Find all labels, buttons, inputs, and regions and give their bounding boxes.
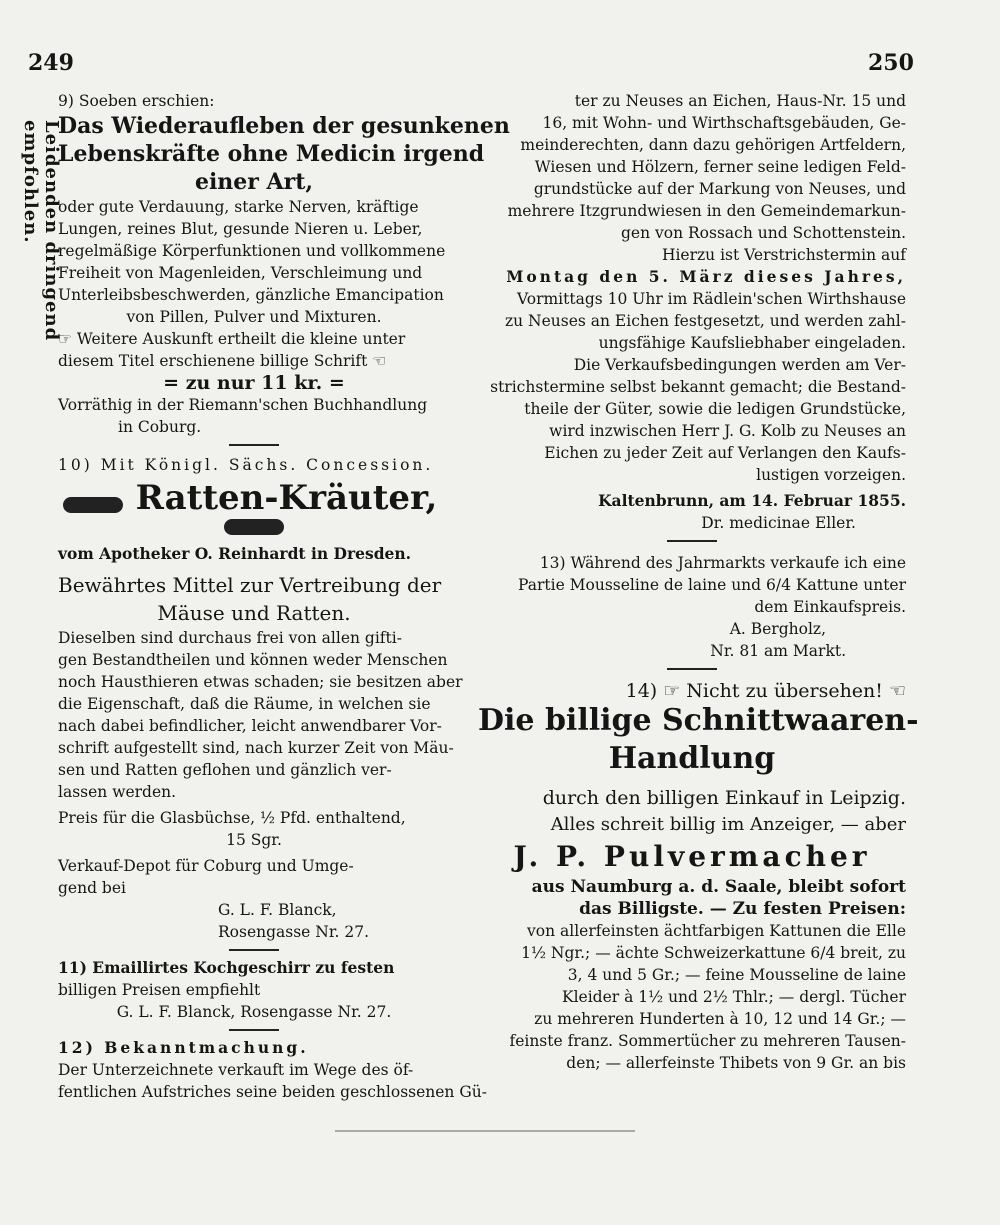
text-line: Partie Mousseline de laine und 6/4 Kattune unter [518,576,906,594]
ad-number: 10) Mit Königl. Sächs. Concession. [58,456,434,474]
ad-12-continued [478,90,906,542]
ad-subtitle: das Billigste. — Zu festen Preisen: [579,899,906,919]
bottom-rule [335,1130,635,1132]
text-line: Montag den 5. März dieses Jahres, [506,267,906,286]
page-number-right: 250 [868,50,914,76]
ad-title: Ratten-Kräuter, [135,478,438,518]
ad-heading: Mäuse und Ratten. [157,601,351,625]
separator [229,949,279,951]
separator [229,444,279,446]
text-line: sen und Ratten geflohen und gänzlich ver- [58,761,392,779]
ad-subtitle: Alles schreit billig im Anzeiger, — aber [550,814,906,835]
text-line: Die Verkaufsbedingungen werden am Ver- [573,356,906,374]
ad-title: Lebenskräfte ohne Medicin irgend [58,141,485,167]
text-line: nach dabei befindlicher, leicht anwendbarer Vor- [58,717,442,735]
left-column [58,90,510,1103]
text-line: Wiesen und Hölzern, ferner seine ledigen Feld- [534,158,906,176]
text-line: in Coburg. [118,418,202,436]
text-line: mehrere Itzgrundwiesen in den Gemeindemarkun- [507,202,906,220]
ad-11 [58,957,450,1031]
text-line: Dieselben sind durchaus frei von allen gifti- [58,629,402,647]
text-line: 13) Während des Jahrmarkts verkaufe ich eine [539,554,906,572]
ad-12 [58,1037,487,1103]
signature: A. Bergholz, [729,620,826,638]
text-line: feinste franz. Sommertücher zu mehreren Tausen- [509,1032,906,1050]
text-line: dem Einkaufspreis. [754,598,906,616]
text-line: zu mehreren Hunderten à 10, 12 und 14 Gr.; — [534,1010,906,1028]
place-date: Kaltenbrunn, am 14. Februar 1855. [598,491,906,510]
text-line: ter zu Neuses an Eichen, Haus-Nr. 15 und [574,92,906,110]
text-line: Der Unterzeichnete verkauft im Wege des öf- [58,1061,414,1079]
text-line: den; — allerfeinste Thibets von 9 Gr. an bis [566,1054,906,1072]
text-line: Freiheit von Magenleiden, Verschleimung und [58,264,423,282]
signature: Nr. 81 am Markt. [710,642,846,660]
pointing-hand-icon [63,497,123,513]
depot-line: Verkauf-Depot für Coburg und Umge- [58,857,354,875]
ad-title: Die billige Schnittwaaren- [478,703,919,738]
text-line: Eichen zu jeder Zeit auf Verlangen den Kaufs- [544,444,906,462]
text-line: gen Bestandtheilen und können weder Menschen [58,651,448,669]
text-line: regelmäßige Körperfunktionen und vollkommene [58,242,446,260]
text-line: meinderechten, dann dazu gehörigen Artfeldern, [520,136,906,154]
text-line: Vormittags 10 Uhr im Rädlein'schen Wirthshause [516,290,906,308]
ad-subtitle: vom Apotheker O. Reinhardt in Dresden. [58,544,412,563]
ad-heading: Bewährtes Mittel zur Vertreibung der [58,573,442,597]
text-line: die Eigenschaft, daß die Räume, in welchen sie [58,695,431,713]
text-line: noch Hausthieren etwas schaden; sie besitzen aber [58,673,463,691]
text-line: theile der Güter, sowie die ledigen Grundstücke, [524,400,906,418]
sidebar-vertical-text: Leidenden dringend empfohlen. [20,120,62,342]
merchant-name: J. P. Pulvermacher [513,840,871,873]
text-line: schrift aufgestellt sind, nach kurzer Zeit von Mäu- [58,739,454,757]
price-line: 15 Sgr. [226,831,282,849]
ad-subtitle: durch den billigen Einkauf in Leipzig. [542,787,906,809]
ad-13 [478,552,906,670]
text-line: zu Neuses an Eichen festgesetzt, und werden zahl- [504,312,906,330]
text-line: grundstücke auf der Markung von Neuses, und [533,180,906,198]
page-number-left: 249 [28,50,74,76]
text-line: lassen werden. [58,783,177,801]
price-line: = zu nur 11 kr. = [163,372,345,394]
text-line: G. L. F. Blanck, Rosengasse Nr. 27. [116,1003,392,1021]
ad-title: Handlung [608,741,776,776]
depot-line: G. L. F. Blanck, [218,901,337,919]
text-line: billigen Preisen empfiehlt [58,981,261,999]
ad-10 [58,454,463,951]
ad-number: 9) Soeben erschien: [58,92,215,110]
right-column [478,90,919,1074]
text-line: 16, mit Wohn- und Wirthschaftsgebäuden, Ge- [542,114,906,132]
ad-title: einer Art, [194,169,314,195]
depot-line: gend bei [58,879,126,897]
text-line: lustigen vorzeigen. [756,466,906,484]
separator [667,668,717,670]
price-line: Preis für die Glasbüchse, ½ Pfd. enthaltend, [58,809,406,827]
text-line: ungsfähige Kaufsliebhaber eingeladen. [598,334,906,352]
ad-14 [478,680,919,1074]
text-line: Lungen, reines Blut, gesunde Nieren u. Leber, [58,220,423,238]
text-line: ☞ Weitere Auskunft ertheilt die kleine unter [58,330,406,348]
signature: Dr. medicinae Eller. [701,514,856,532]
text-line: fentlichen Aufstriches seine beiden geschlossenen Gü- [58,1083,487,1101]
ad-subtitle: aus Naumburg a. d. Saale, bleibt sofort [531,877,906,897]
text-line: von allerfeinsten ächtfarbigen Kattunen die Elle [527,922,906,940]
text-line: Vorräthig in der Riemann'schen Buchhandlung [58,396,428,414]
text-line: strichstermine selbst bekannt gemacht; die Bestand- [490,378,906,396]
ad-title-row [58,478,450,537]
text-line: Unterleibsbeschwerden, gänzliche Emancipation [58,286,444,304]
ad-title: Das Wiederaufleben der gesunkenen [58,113,510,139]
depot-line: Rosengasse Nr. 27. [218,923,370,941]
text-line: Hierzu ist Verstrichstermin auf [661,246,906,264]
separator [667,540,717,542]
ad-title: 12) Bekanntmachung. [58,1038,309,1057]
text-line: 3, 4 und 5 Gr.; — feine Mousseline de laine [567,966,906,984]
text-line: 11) Emaillirtes Kochgeschirr zu festen [58,958,395,977]
text-line: diesem Titel erschienene billige Schrift ☜ [58,352,387,370]
text-line: von Pillen, Pulver und Mixturen. [126,308,382,326]
text-line: oder gute Verdauung, starke Nerven, kräftige [58,198,419,216]
ad-9 [58,90,510,446]
text-line: wird inzwischen Herr J. G. Kolb zu Neuses an [549,422,906,440]
text-line: 1½ Ngr.; — ächte Schweizerkattune 6/4 breit, zu [521,944,906,962]
text-line: Kleider à 1½ und 2½ Thlr.; — dergl. Tücher [562,988,906,1006]
separator [229,1029,279,1031]
pointing-hand-icon [224,519,284,535]
text-line: gen von Rossach und Schottenstein. [620,224,906,242]
ad-header: 14) ☞ Nicht zu übersehen! ☜ [625,680,906,702]
